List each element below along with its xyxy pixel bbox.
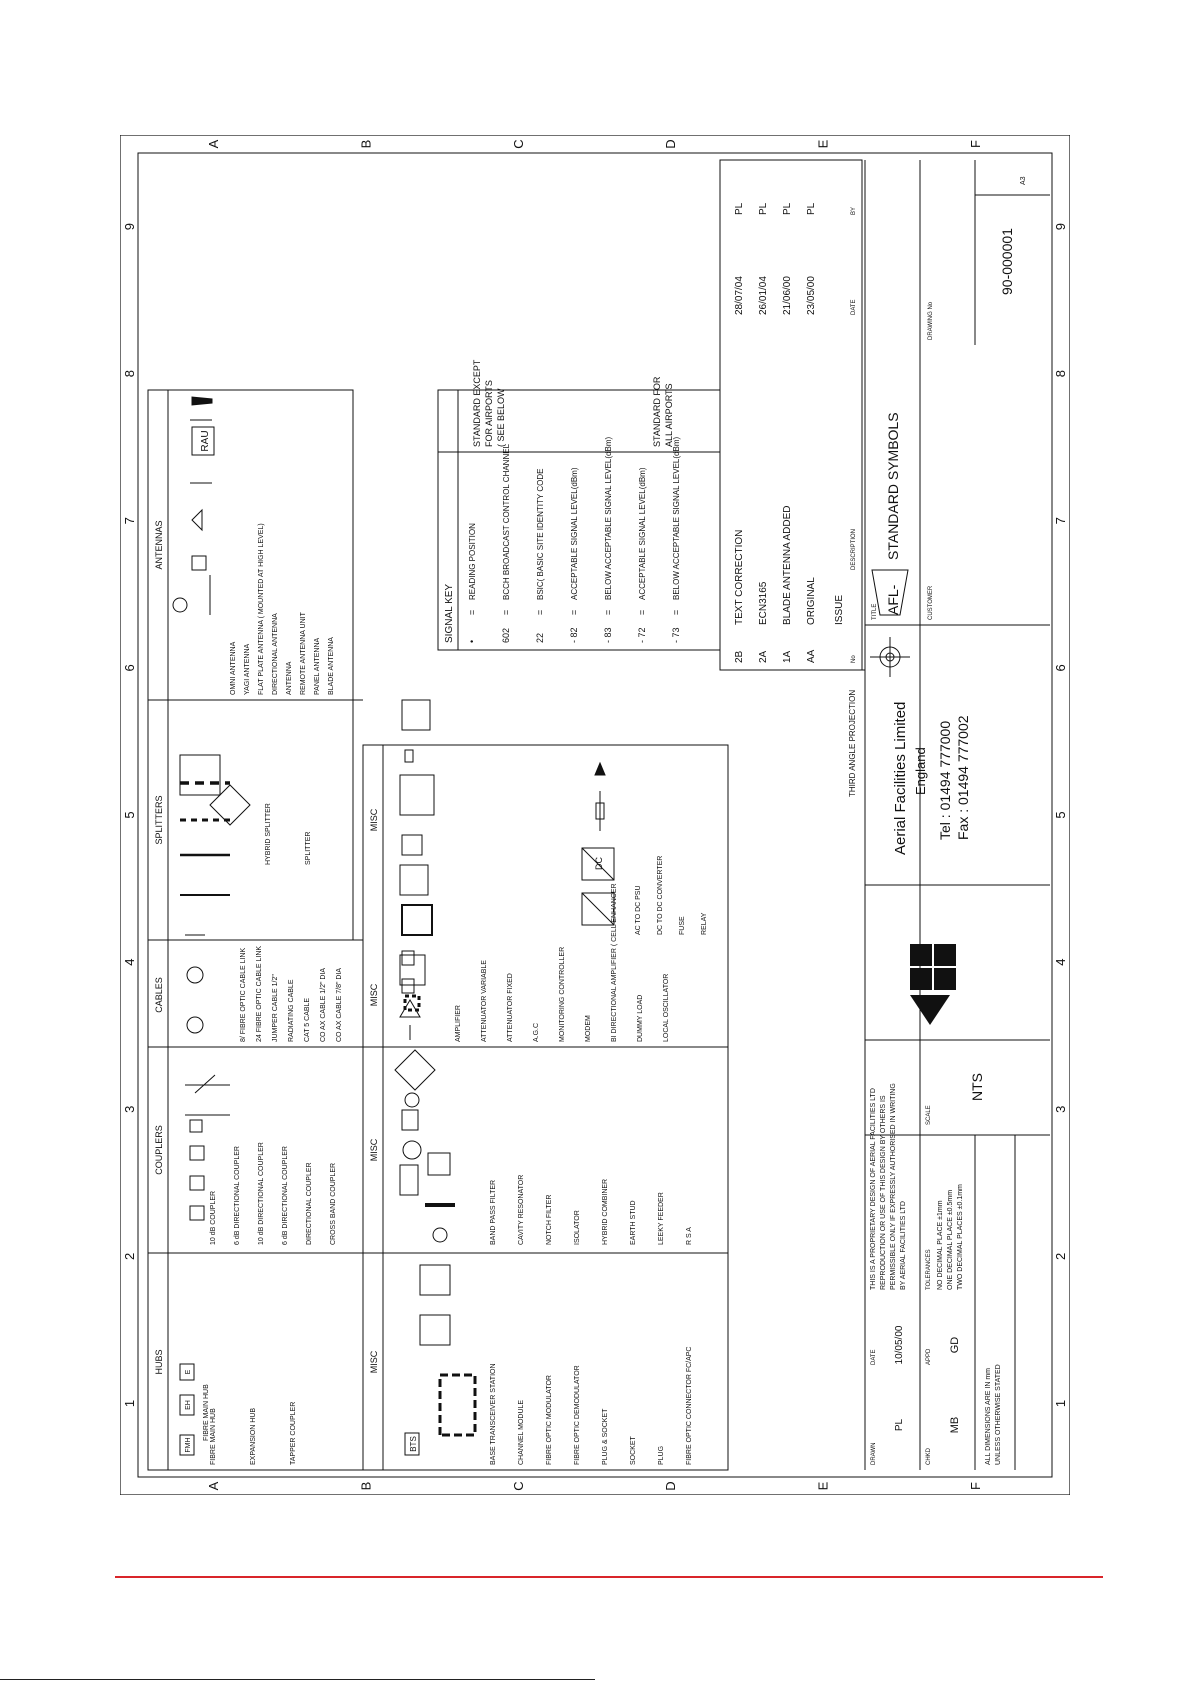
dims-note-1: ALL DIMENSIONS ARE IN mm xyxy=(985,1368,992,1465)
hubs-panel xyxy=(180,1364,210,1455)
title-block xyxy=(720,160,1050,1470)
zone-letter-left: E xyxy=(815,1481,831,1491)
title-caption: TITLE xyxy=(872,603,878,620)
misc2-label: ISOLATOR xyxy=(574,1210,581,1245)
coupler-label: 10 dB DIRECTIONAL COUPLER xyxy=(258,1142,265,1245)
splitter-label: SPLITTER xyxy=(305,831,312,865)
zone-number-top: 1 xyxy=(122,1399,137,1408)
signal-key-equals: = xyxy=(637,609,647,615)
date-value: 10/05/00 xyxy=(894,1325,905,1365)
zone-number-top: 3 xyxy=(122,1105,137,1113)
chkd-value: MB xyxy=(949,1416,961,1434)
symbol-lists xyxy=(210,523,708,1465)
misc1-label: BASE TRANSCEIVER STATION xyxy=(490,1363,497,1465)
misc4-label: FUSE xyxy=(679,916,686,935)
misc1-label: SOCKET xyxy=(630,1436,637,1465)
appd-value: GD xyxy=(949,1336,961,1354)
cable-label: JUMPER CABLE 1/2" xyxy=(272,974,279,1042)
revision-header: BY xyxy=(851,206,857,215)
scale-value: NTS xyxy=(969,1073,985,1101)
signal-key-text: BELOW ACCEPTABLE SIGNAL LEVEL(dBm) xyxy=(672,436,681,600)
revision-table xyxy=(720,160,862,670)
zone-number-top: 9 xyxy=(122,222,137,231)
revision-header: ISSUE xyxy=(834,594,845,625)
cable-label: 8/ FIBRE OPTIC CABLE LINK xyxy=(240,947,247,1042)
revision-header: DATE xyxy=(851,299,857,315)
signal-key-equals: = xyxy=(569,609,579,615)
signal-key-symbol: - 82 xyxy=(569,627,579,643)
misc2-label: LEEKY FEEDER xyxy=(658,1192,665,1245)
zone-letter-left: C xyxy=(510,1481,526,1491)
cables-title: CABLES xyxy=(154,977,164,1013)
sheet-size: A3 xyxy=(1020,176,1027,185)
misc2-label: HYBRID COMBINER xyxy=(602,1178,609,1245)
revision-by: PL xyxy=(806,202,817,215)
hub-label: FIBRE MAIN HUB xyxy=(210,1408,217,1465)
zone-number-top: 5 xyxy=(122,811,137,819)
zone-letter-left: B xyxy=(358,1481,374,1491)
revision-date: 26/01/04 xyxy=(758,276,769,315)
signal-key-symbol: • xyxy=(467,639,477,643)
zone-number-bottom: 3 xyxy=(1053,1105,1068,1113)
misc3-title: MISC xyxy=(369,983,379,1007)
splitters-title: SPLITTERS xyxy=(154,795,164,845)
misc2-label: EARTH STUD xyxy=(630,1200,637,1245)
zone-letter-left: D xyxy=(663,1481,679,1491)
inner-border xyxy=(138,153,1052,1477)
misc3-label: A.G.C xyxy=(533,1022,540,1042)
zone-number-bottom: 1 xyxy=(1053,1399,1068,1408)
revision-by: PL xyxy=(734,202,745,215)
coupler-label: CROSS BAND COUPLER xyxy=(330,1162,337,1245)
zone-number-top: 2 xyxy=(122,1252,137,1260)
misc4-label: RELAY xyxy=(701,912,708,935)
zone-letter-left: A xyxy=(206,1481,222,1491)
antenna-label: YAGI ANTENNA xyxy=(244,643,251,695)
hubs-title: HUBS xyxy=(154,1349,164,1375)
appd-caption: APPD xyxy=(926,1348,932,1365)
zone-number-bottom: 5 xyxy=(1053,811,1068,819)
misc3-label: MODEM xyxy=(585,1015,592,1042)
couplers-title: COUPLERS xyxy=(154,1125,164,1175)
misc2-label: R S A xyxy=(686,1227,693,1245)
tolerance-3: TWO DECIMAL PLACES ±0.1mm xyxy=(957,1184,964,1290)
rotated-drawing xyxy=(120,135,1070,1495)
misc1-title: MISC xyxy=(369,1350,379,1374)
signal-key-title: SIGNAL KEY xyxy=(444,583,455,643)
signal-key-text: BELOW ACCEPTABLE SIGNAL LEVEL(dBm) xyxy=(604,436,613,600)
signal-note: STANDARD EXCEPT xyxy=(472,359,482,447)
signal-key-equals: = xyxy=(467,609,477,615)
zone-letter-left: F xyxy=(967,1482,983,1490)
signal-note: ( SEE BELOW xyxy=(496,388,506,447)
signal-key-symbol: - 73 xyxy=(671,627,681,643)
coupler-label: 6 dB DIRECTIONAL COUPLER xyxy=(282,1146,289,1245)
drawn-caption: DRAWN xyxy=(871,1442,877,1465)
cable-label: CO AX CABLE 7/8" DIA xyxy=(336,967,343,1042)
projection-label: THIRD ANGLE PROJECTION xyxy=(848,689,857,797)
cable-label: CO AX CABLE 1/2" DIA xyxy=(320,967,327,1042)
misc4-title: MISC xyxy=(369,808,379,832)
signal-key-text: ACCEPTABLE SIGNAL LEVEL(dBm) xyxy=(570,467,579,600)
signal-key-symbol: 22 xyxy=(535,632,545,643)
hub-label: EXPANSION HUB xyxy=(250,1407,257,1465)
revision-header: No xyxy=(851,655,857,663)
proprietary-4: BY AERIAL FACILITIES LTD xyxy=(900,1201,907,1290)
drawing-sheet xyxy=(120,135,1070,1495)
scale-caption: SCALE xyxy=(926,1105,932,1125)
zone-number-top: 4 xyxy=(122,958,137,966)
revision-desc: BLADE ANTENNA ADDED xyxy=(782,505,793,625)
misc3-label: BI DIRECTIONAL AMPLIFIER ( CELL ENHANCER xyxy=(611,883,618,1042)
antenna-label: OMNI ANTENNA xyxy=(230,641,237,695)
tolerance-1: NO DECIMAL PLACE ±1mm xyxy=(937,1200,944,1290)
hub-label: TAPPER COUPLER xyxy=(290,1401,297,1465)
misc1-label: FIBRE OPTIC DEMODULATOR xyxy=(574,1365,581,1465)
zone-number-bottom: 4 xyxy=(1053,958,1068,966)
zone-number-bottom: 2 xyxy=(1053,1252,1068,1260)
misc2-label: BAND PASS FILTER xyxy=(490,1179,497,1245)
signal-key-symbol: - 72 xyxy=(637,627,647,643)
signal-note: ALL AIRPORTS xyxy=(664,383,674,447)
drawn-value: PL xyxy=(894,1418,905,1432)
misc3-label: DUMMY LOAD xyxy=(637,994,644,1042)
signal-key-equals: = xyxy=(603,609,613,615)
proprietary-1: THIS IS A PROPRIETARY DESIGN OF AERIAL FACILITIES LTD xyxy=(870,1088,877,1290)
company-fax: Fax : 01494 777002 xyxy=(955,715,971,840)
signal-key-text: READING POSITION xyxy=(468,523,477,600)
hub-tag-eh: EH xyxy=(185,1400,192,1410)
title-text: STANDARD SYMBOLS xyxy=(885,412,901,560)
signal-key-text: ACCEPTABLE SIGNAL LEVEL(dBm) xyxy=(638,467,647,600)
zone-number-bottom: 9 xyxy=(1053,222,1068,231)
misc2-title: MISC xyxy=(369,1138,379,1162)
signal-note: STANDARD FOR xyxy=(652,376,662,447)
hub-tag-fmh: FMH xyxy=(185,1437,192,1453)
bts-tag: BTS xyxy=(409,1436,418,1452)
cable-label: RADIATING CABLE xyxy=(288,979,295,1042)
dims-note-2: UNLESS OTHERWISE STATED xyxy=(995,1364,1002,1465)
signal-key-equals: = xyxy=(671,609,681,615)
zone-letter-right: C xyxy=(510,139,526,149)
zone-number-bottom: 6 xyxy=(1053,664,1068,672)
zone-number-top: 7 xyxy=(122,517,137,525)
company-country: England xyxy=(913,747,928,795)
zone-letter-right: A xyxy=(206,139,222,149)
symbol-glyphs xyxy=(173,397,614,1455)
company-tel: Tel : 01494 777000 xyxy=(937,720,953,840)
hub-label: FIBRE MAIN HUB xyxy=(203,1384,210,1441)
signal-key xyxy=(438,359,720,650)
misc3-label: MONITORING CONTROLLER xyxy=(559,946,566,1042)
coupler-label: 10 dB COUPLER xyxy=(210,1190,217,1245)
revision-no: 1A xyxy=(782,650,793,663)
antenna-label: FLAT PLATE ANTENNA ( MOUNTED AT HIGH LEVEL) xyxy=(258,523,265,695)
antenna-label: ANTENNA xyxy=(286,661,293,695)
misc2-label: NOTCH FILTER xyxy=(546,1194,553,1245)
drawing-no-caption: DRAWING No xyxy=(928,301,934,340)
misc1-label: FIBRE OPTIC MODULATOR xyxy=(546,1375,553,1465)
zone-letter-right: D xyxy=(663,139,679,149)
tolerance-2: ONE DECIMAL PLACE ±0.5mm xyxy=(947,1189,954,1290)
rau-tag: RAU xyxy=(200,430,211,452)
revision-desc: ECN3165 xyxy=(758,581,769,625)
antennas-title: ANTENNAS xyxy=(154,520,164,570)
zone-letter-right: B xyxy=(358,139,374,149)
hub-tag-e: E xyxy=(185,1369,192,1375)
revision-date: 23/05/00 xyxy=(806,276,817,315)
antenna-label: REMOTE ANTENNA UNIT xyxy=(300,612,307,695)
misc1-label: PLUG & SOCKET xyxy=(602,1408,609,1465)
date-caption: DATE xyxy=(871,1349,877,1365)
zone-letter-right: F xyxy=(967,140,983,148)
revision-desc: TEXT CORRECTION xyxy=(734,529,745,625)
misc4-label: AC TO DC PSU xyxy=(635,885,642,935)
drawing-number: 90-000001 xyxy=(999,228,1015,295)
revision-by: PL xyxy=(758,202,769,215)
misc3-label: ATTENUATOR FIXED xyxy=(507,973,514,1042)
revision-no: AA xyxy=(806,649,817,663)
revision-no: 2A xyxy=(758,650,769,663)
cable-label: 24 FIBRE OPTIC CABLE LINK xyxy=(256,945,263,1042)
revision-desc: ORIGINAL xyxy=(806,577,817,625)
signal-key-text: BSIC( BASIC SITE IDENTITY CODE xyxy=(536,468,545,600)
misc1-label: PLUG xyxy=(658,1445,665,1465)
cable-label: CAT 5 CABLE xyxy=(304,997,311,1042)
proprietary-2: REPRODUCTION OR USE OF THIS DESIGN BY OTHERS IS xyxy=(880,1095,887,1290)
symbols-drawing xyxy=(120,135,1070,1495)
misc-frame xyxy=(363,745,728,1470)
antenna-label: PANEL ANTENNA xyxy=(314,637,321,695)
zone-number-bottom: 7 xyxy=(1053,517,1068,525)
footer-red-rule xyxy=(115,1576,1103,1578)
company-logo xyxy=(910,944,956,1025)
zone-number-bottom: 8 xyxy=(1053,370,1068,378)
misc2-label: CAVITY RESONATOR xyxy=(518,1174,525,1245)
signal-note: FOR AIRPORTS xyxy=(484,380,494,447)
title-prefix: AFL- xyxy=(885,584,901,615)
antenna-label: DIRECTIONAL ANTENNA xyxy=(272,613,279,695)
signal-key-text: BCCH BROADCAST CONTROL CHANNEL xyxy=(502,443,511,600)
revision-date: 28/07/04 xyxy=(734,276,745,315)
misc1-label: FIBRE OPTIC CONNECTOR FC/APC xyxy=(686,1346,693,1465)
zone-letter-right: E xyxy=(815,139,831,149)
revision-no: 2B xyxy=(734,650,745,663)
coupler-label: 6 dB DIRECTIONAL COUPLER xyxy=(234,1146,241,1245)
signal-key-symbol: - 83 xyxy=(603,627,613,643)
coupler-label: DIRECTIONAL COUPLER xyxy=(306,1162,313,1245)
misc3-label: ATTENUATOR VARIABLE xyxy=(481,960,488,1042)
zone-number-top: 8 xyxy=(122,370,137,378)
misc3-label: AMPLIFIER xyxy=(455,1005,462,1042)
signal-key-equals: = xyxy=(535,609,545,615)
signal-key-rows xyxy=(467,359,681,643)
zone-number-top: 6 xyxy=(122,664,137,672)
revision-by: PL xyxy=(782,202,793,215)
chkd-caption: CHKD xyxy=(926,1447,932,1465)
signal-key-symbol: 602 xyxy=(501,627,511,643)
proprietary-3: PERMISSIBLE ONLY IF EXPRESSLY AUTHORISED IN WRITING xyxy=(890,1083,897,1290)
antenna-label: BLADE ANTENNA xyxy=(328,637,335,695)
signal-key-equals: = xyxy=(501,609,511,615)
revision-rows xyxy=(734,202,857,663)
misc4-label: DC TO DC CONVERTER xyxy=(657,855,664,935)
dc-tag-1: DC xyxy=(594,857,604,870)
customer-caption: CUSTOMER xyxy=(928,585,934,620)
revision-header: DESCRIPTION xyxy=(851,528,857,570)
revision-date: 21/06/00 xyxy=(782,276,793,315)
tolerances-caption: TOLERANCES xyxy=(926,1249,932,1290)
misc3-label: LOCAL OSCILLATOR xyxy=(663,973,670,1042)
footer-rule xyxy=(0,1679,595,1680)
misc1-label: CHANNEL MODULE xyxy=(518,1399,525,1465)
company-name: Aerial Facilities Limited xyxy=(892,701,909,855)
splitter-label: HYBRID SPLITTER xyxy=(265,803,272,865)
